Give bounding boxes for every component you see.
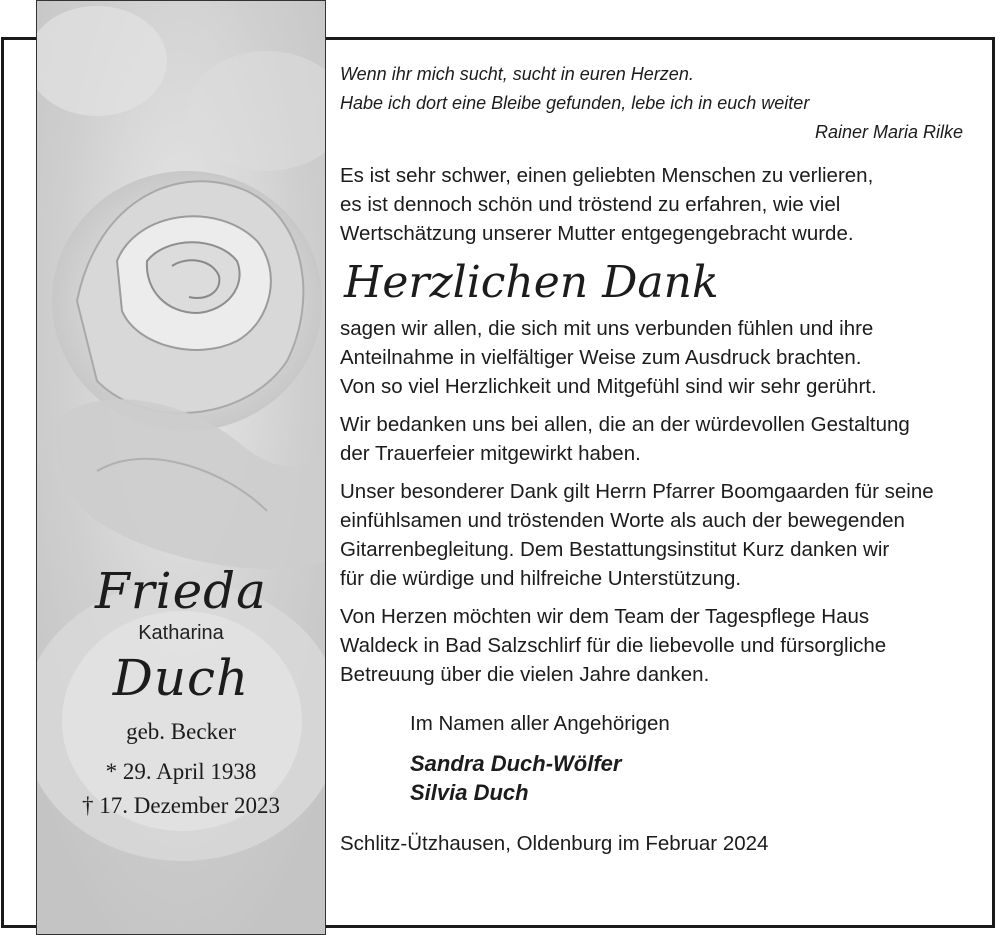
signers bbox=[410, 749, 970, 807]
on-behalf: Im Namen aller Angehörigen bbox=[410, 712, 670, 735]
death-date: † 17. Dezember 2023 bbox=[82, 793, 280, 818]
text-line: Unser besonderer Dank gilt Herrn Pfarrer Boomgaarden für seine bbox=[340, 480, 934, 503]
text-line: Von so viel Herzlichkeit und Mitgefühl sind wir sehr gerührt. bbox=[340, 375, 877, 398]
text-line: Wir bedanken uns bei allen, die an der würdevollen Gestaltung bbox=[340, 413, 910, 436]
text-line: Von Herzen möchten wir dem Team der Tagespflege Haus bbox=[340, 605, 870, 628]
intro-paragraph bbox=[340, 161, 970, 248]
side-panel bbox=[36, 0, 326, 935]
text-line: sagen wir allen, die sich mit uns verbunden fühlen und ihre bbox=[340, 317, 874, 340]
care-thanks-paragraph bbox=[340, 602, 970, 689]
special-thanks-paragraph bbox=[340, 477, 970, 593]
birth-name: geb. Becker bbox=[126, 719, 236, 744]
quote-line: Habe ich dort eine Bleibe gefunden, lebe ich in euch weiter bbox=[340, 93, 810, 113]
text-line: Waldeck in Bad Salzschlirf für die liebevolle und fürsorgliche bbox=[340, 634, 887, 657]
text-line: es ist dennoch schön und tröstend zu erfahren, wie viel bbox=[340, 193, 841, 216]
rilke-quote bbox=[340, 60, 970, 147]
text-line: für die würdige und hilfreiche Unterstützung. bbox=[340, 567, 742, 590]
text-line: Betreuung über die vielen Jahre danken. bbox=[340, 663, 710, 686]
main-text bbox=[340, 60, 970, 858]
text-line: Es ist sehr schwer, einen geliebten Menschen zu verlieren, bbox=[340, 164, 874, 187]
ceremony-paragraph bbox=[340, 410, 970, 468]
text-line: Wertschätzung unserer Mutter entgegengebracht wurde. bbox=[340, 222, 854, 245]
quote-line: Wenn ihr mich sucht, sucht in euren Herzen. bbox=[340, 64, 694, 84]
last-name: Duch bbox=[112, 649, 250, 707]
middle-name: Katharina bbox=[138, 622, 224, 644]
text-line: der Trauerfeier mitgewirkt haben. bbox=[340, 442, 641, 465]
deceased-name-block bbox=[37, 562, 325, 823]
text-line: Anteilnahme in vielfältiger Weise zum Ausdruck brachten. bbox=[340, 346, 862, 369]
thanks-paragraph bbox=[340, 314, 970, 401]
birth-date: * 29. April 1938 bbox=[105, 759, 257, 784]
text-line: einfühlsamen und tröstenden Worte als auch der bewegenden bbox=[340, 509, 905, 532]
quote-author: Rainer Maria Rilke bbox=[814, 122, 963, 142]
text-line: Gitarrenbegleitung. Dem Bestattungsinstitut Kurz danken wir bbox=[340, 538, 890, 561]
signer-name: Silvia Duch bbox=[410, 780, 529, 805]
first-name: Frieda bbox=[95, 562, 267, 620]
place-date: Schlitz-Ützhausen, Oldenburg im Februar 2024 bbox=[340, 832, 769, 855]
headline: Herzlichen Dank bbox=[344, 257, 719, 308]
signer-name: Sandra Duch-Wölfer bbox=[410, 751, 622, 776]
